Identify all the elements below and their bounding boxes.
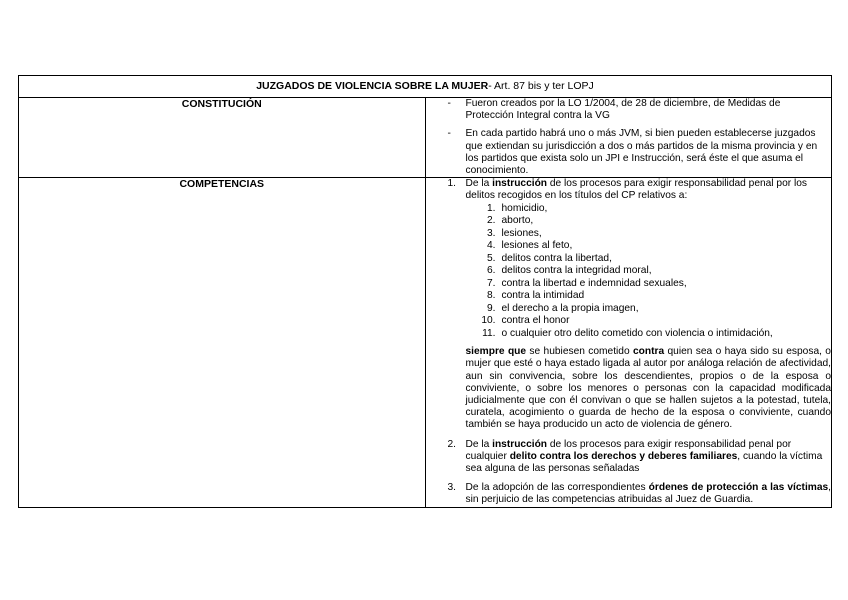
list-number: 10. bbox=[481, 315, 496, 327]
header-title-rest: - Art. 87 bis y ter LOPJ bbox=[488, 80, 594, 92]
list-text: delitos contra la libertad, bbox=[501, 252, 612, 264]
bold-run: instrucción bbox=[492, 178, 548, 190]
list-text: lesiones, bbox=[501, 227, 542, 239]
list-text: delitos contra la integridad moral, bbox=[501, 265, 652, 277]
document-table bbox=[18, 75, 832, 508]
list-item bbox=[466, 253, 832, 266]
constitucion-item bbox=[426, 128, 832, 177]
item-number: 1. bbox=[447, 178, 456, 190]
item-2-text bbox=[466, 439, 832, 476]
text-run: De la bbox=[465, 438, 493, 450]
list-text: homicidio, bbox=[501, 202, 548, 214]
list-number: 6. bbox=[487, 265, 496, 277]
list-text: contra el honor bbox=[501, 315, 570, 327]
list-number: 9. bbox=[487, 302, 496, 314]
constitucion-content bbox=[425, 98, 832, 178]
list-item bbox=[466, 215, 832, 228]
bold-run: órdenes de protección a las víctimas bbox=[648, 482, 829, 494]
text-run: De la bbox=[465, 178, 493, 190]
list-text: lesiones al feto, bbox=[501, 240, 573, 252]
competencias-label: COMPETENCIAS bbox=[19, 178, 426, 507]
constitucion-item-text: En cada partido habrá uno o más JVM, si bien pueden establecerse juzgados que extiendan su jurisdicción a dos o más partidos de la misma provincia y en los partidos que exista solo un JPI e Instrucción, será éste el que asuma el conocimiento. bbox=[465, 128, 818, 177]
siempre-que-paragraph bbox=[466, 346, 832, 431]
text-run: , sin perjuicio de las competencias atribuidas al Juez de Guardia. bbox=[465, 482, 832, 506]
list-number: 3. bbox=[487, 227, 496, 239]
item-number: 2. bbox=[447, 438, 456, 450]
list-number: 11. bbox=[482, 327, 496, 339]
item-1-text bbox=[466, 178, 832, 202]
constitucion-item bbox=[426, 98, 832, 122]
list-text: contra la intimidad bbox=[501, 290, 585, 302]
bold-run: delito contra los derechos y deberes familiares bbox=[509, 450, 738, 462]
dash-bullet: - bbox=[447, 98, 451, 109]
list-item bbox=[466, 203, 832, 216]
competencias-row bbox=[19, 178, 832, 507]
text-run: se hubiesen cometido bbox=[526, 346, 633, 358]
list-number: 7. bbox=[487, 277, 496, 289]
header-row bbox=[19, 76, 832, 98]
list-text: contra la libertad e indemnidad sexuales, bbox=[501, 277, 687, 289]
list-item bbox=[466, 303, 832, 316]
constitucion-item-text: Fueron creados por la LO 1/2004, de 28 de diciembre, de Medidas de Protección Integral contra la VG bbox=[465, 98, 781, 122]
bold-run: siempre que bbox=[465, 346, 527, 358]
constitucion-row bbox=[19, 98, 832, 178]
list-text: o cualquier otro delito cometido con violencia o intimidación, bbox=[501, 327, 773, 339]
bold-run: contra bbox=[632, 346, 665, 358]
list-number: 8. bbox=[487, 290, 496, 302]
list-item bbox=[466, 278, 832, 291]
list-item bbox=[466, 290, 832, 303]
header-title-bold: JUZGADOS DE VIOLENCIA SOBRE LA MUJER bbox=[256, 80, 489, 92]
bold-run: instrucción bbox=[492, 438, 548, 450]
item-3-text bbox=[466, 482, 832, 506]
delitos-list bbox=[466, 203, 832, 341]
text-run: de los procesos para exigir responsabilidad penal por cualquier bbox=[465, 438, 792, 462]
list-text: el derecho a la propia imagen, bbox=[501, 302, 639, 314]
item-number: 3. bbox=[447, 482, 456, 494]
list-item bbox=[466, 328, 832, 341]
constitucion-label: CONSTITUCIÓN bbox=[19, 98, 426, 178]
list-number: 1. bbox=[487, 202, 496, 214]
dash-bullet: - bbox=[447, 128, 451, 140]
list-number: 2. bbox=[487, 215, 496, 227]
list-item bbox=[466, 228, 832, 241]
competencia-item-3 bbox=[426, 482, 832, 506]
list-item bbox=[466, 240, 832, 253]
competencias-content bbox=[425, 178, 832, 507]
list-number: 4. bbox=[487, 240, 496, 252]
text-run: De la adopción de las correspondientes bbox=[465, 482, 649, 494]
competencia-item-1 bbox=[426, 178, 832, 431]
list-item bbox=[466, 315, 832, 328]
list-item bbox=[466, 265, 832, 278]
text-run: de los procesos para exigir responsabilidad penal por los delitos recogidos en los títulos del CP relativos a: bbox=[465, 178, 807, 202]
table-header bbox=[19, 76, 832, 98]
text-run: quien sea o haya sido su esposa, o mujer que esté o haya estado ligada al autor por análoga relación de afectividad, aun sin convivencia, sobre los descendientes, propios o de la esposa o conviviente, o sobre los menores o personas con la capacidad modificada judicialmente que con él convivan o que se hallen sujetos a la potestad, tutela, curatela, acogimiento o guarda de hecho de la esposa o conviviente, cuando también se haya producido un acto de violencia de género. bbox=[465, 346, 831, 431]
text-run: , cuando la víctima sea alguna de las personas señaladas bbox=[465, 450, 823, 474]
competencia-item-2 bbox=[426, 439, 832, 476]
list-number: 5. bbox=[487, 252, 496, 264]
list-text: aborto, bbox=[501, 215, 534, 227]
